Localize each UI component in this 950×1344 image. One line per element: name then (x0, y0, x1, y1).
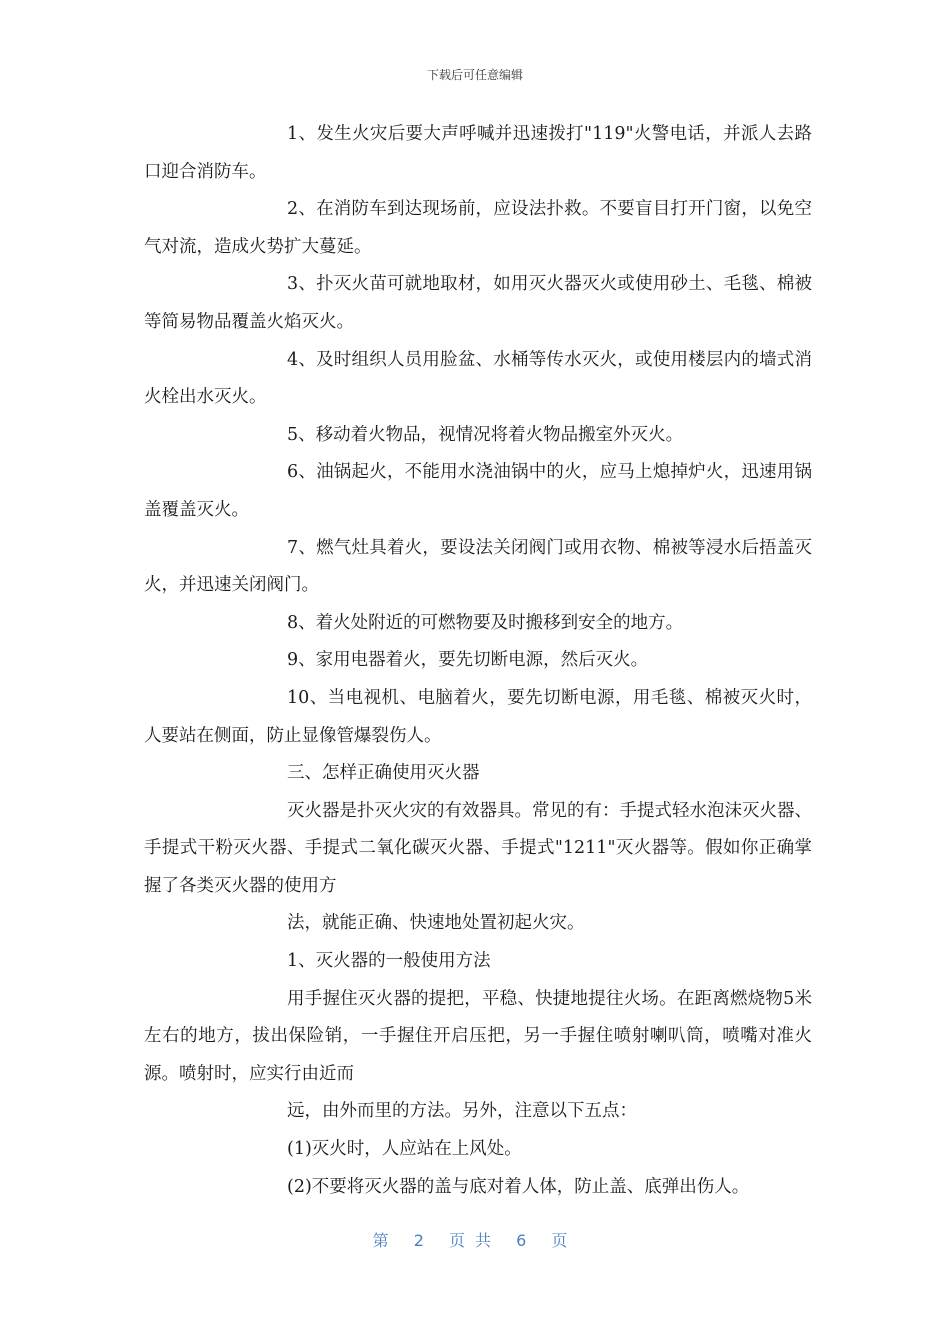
paragraph: 4、及时组织人员用脸盆、水桶等传水灭火，或使用楼层内的墙式消火栓出水灭火。 (144, 349, 812, 408)
list-item: (1)灭火时，人应站在上风处。 (287, 1139, 522, 1160)
paragraph: 用手握住灭火器的提把，平稳、快捷地提往火场。在距离燃烧物5米左右的地方，拔出保险销，一手握住开启压把，另一手握住喷射喇叭筒，喷嘴对准火源。喷射时，应实行由近而 (144, 988, 812, 1084)
paragraph: 2、在消防车到达现场前，应设法扑救。不要盲目打开门窗，以免空气对流，造成火势扩大蔓延。 (144, 199, 812, 257)
document-body (144, 116, 812, 1206)
paragraph: 法，就能正确、快速地处置初起火灾。 (287, 913, 585, 934)
page-footer: 第 2 页共 6 页 (372, 1231, 578, 1250)
paragraph: 8、着火处附近的可燃物要及时搬移到安全的地方。 (287, 612, 684, 633)
list-item: (2)不要将灭火器的盖与底对着人体，防止盖、底弹出伤人。 (287, 1176, 750, 1197)
paragraph: 灭火器是扑灭火灾的有效器具。常见的有：手提式轻水泡沫灭火器、手提式干粉灭火器、手提式二氧化碳灭火器、手提式"1211"灭火器等。假如你正确掌握了各类灭火器的使用方 (144, 800, 812, 896)
paragraph: 1、发生火灾后要大声呼喊并迅速拨打"119"火警电话，并派人去路口迎合消防车。 (144, 124, 812, 182)
paragraph: 9、家用电器着火，要先切断电源，然后灭火。 (287, 650, 649, 671)
paragraph: 3、扑灭火苗可就地取材，如用灭火器灭火或使用砂土、毛毯、棉被等简易物品覆盖火焰灭火。 (144, 274, 812, 332)
subsection-heading: 1、灭火器的一般使用方法 (287, 951, 491, 972)
section-heading: 三、怎样正确使用灭火器 (287, 763, 480, 784)
paragraph: 7、燃气灶具着火，要设法关闭阀门或用衣物、棉被等浸水后捂盖灭火，并迅速关闭阀门。 (144, 537, 812, 596)
paragraph: 5、移动着火物品，视情况将着火物品搬室外灭火。 (287, 424, 684, 445)
paragraph: 远，由外而里的方法。另外，注意以下五点： (287, 1101, 637, 1122)
page-header: 下载后可任意编辑 (426, 68, 523, 82)
paragraph: 6、油锅起火，不能用水浇油锅中的火，应马上熄掉炉火，迅速用锅盖覆盖灭火。 (144, 462, 812, 520)
paragraph: 10、当电视机、电脑着火，要先切断电源，用毛毯、棉被灭火时，人要站在侧面，防止显像管爆裂伤人。 (144, 687, 812, 746)
